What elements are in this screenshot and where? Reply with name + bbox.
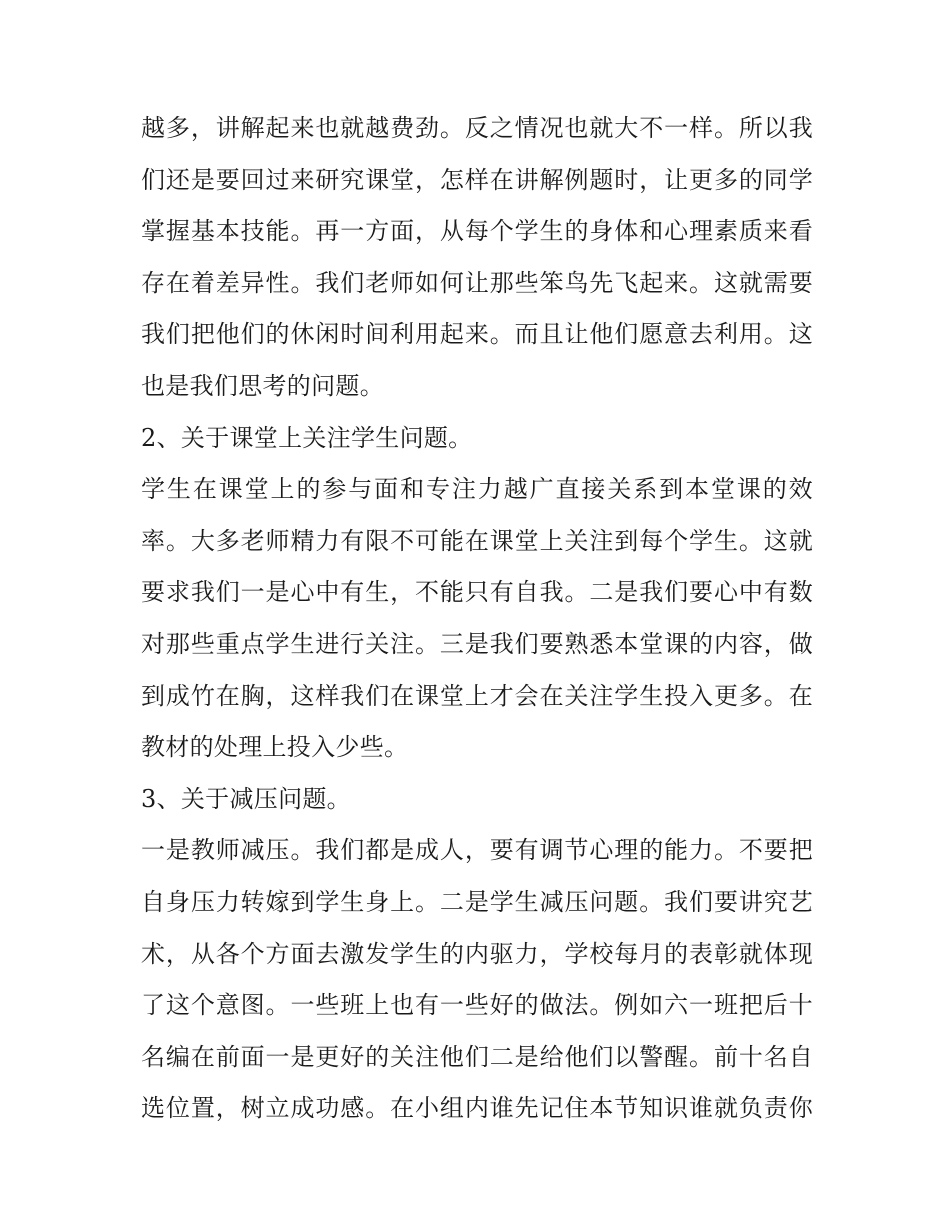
text-line: 选位置，树立成功感。在小组内谁先记住本节知识谁就负责你 [141,1094,813,1123]
text-line: 教材的处理上投入少些。 [141,733,409,762]
section-heading: 2、关于课堂上关注学生问题。 [141,423,473,452]
text-line: 了这个意图。一些班上也有一些好的做法。例如六一班把后十 [141,991,813,1020]
section-heading: 3、关于减压问题。 [141,784,351,813]
text-line: 也是我们思考的问题。 [141,371,384,400]
text-line: 名编在前面一是更好的关注他们二是给他们以警醒。前十名自 [141,1042,813,1071]
text-line: 学生在课堂上的参与面和专注力越广直接关系到本堂课的效 [141,475,813,504]
text-line: 存在着差异性。我们老师如何让那些笨鸟先飞起来。这就需要 [141,268,813,297]
text-line: 我们把他们的休闲时间利用起来。而且让他们愿意去利用。这 [141,320,813,349]
text-line: 术，从各个方面去激发学生的内驱力，学校每月的表彰就体现 [141,939,813,968]
text-line: 要求我们一是心中有生，不能只有自我。二是我们要心中有数 [141,578,813,607]
text-line: 一是教师减压。我们都是成人，要有调节心理的能力。不要把 [141,836,813,865]
text-line: 率。大多老师精力有限不可能在课堂上关注到每个学生。这就 [141,526,813,555]
text-line: 们还是要回过来研究课堂，怎样在讲解例题时，让更多的同学 [141,165,813,194]
text-line: 到成竹在胸，这样我们在课堂上才会在关注学生投入更多。在 [141,681,813,710]
text-line: 自身压力转嫁到学生身上。二是学生减压问题。我们要讲究艺 [141,887,813,916]
document-body [141,103,813,1135]
text-line: 对那些重点学生进行关注。三是我们要熟悉本堂课的内容，做 [141,629,813,658]
text-line: 掌握基本技能。再一方面，从每个学生的身体和心理素质来看 [141,217,813,246]
text-line: 越多，讲解起来也就越费劲。反之情况也就大不一样。所以我 [141,114,813,142]
